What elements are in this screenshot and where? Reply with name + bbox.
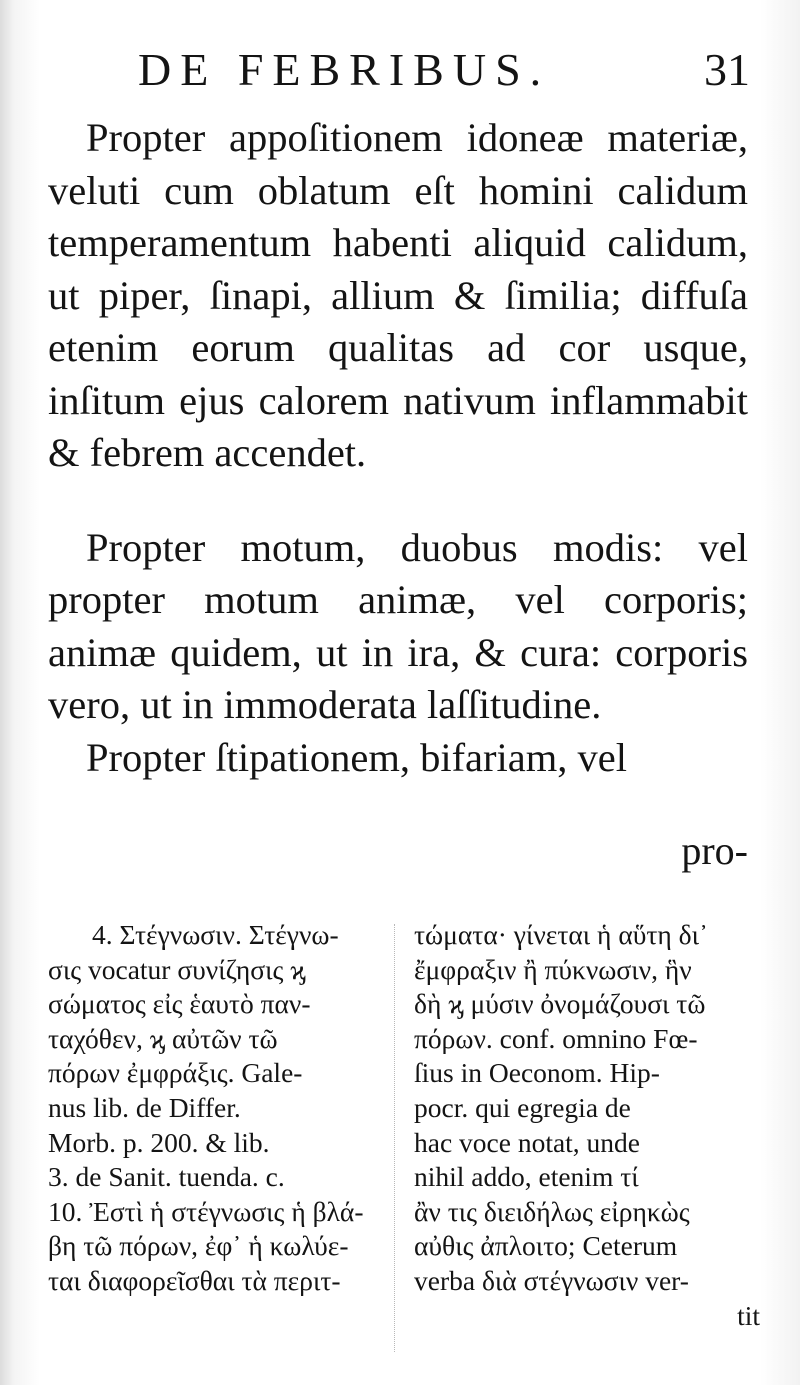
footnote-line: ἂν τις διειδήλως εἰρηκὼς <box>414 1195 690 1227</box>
running-head <box>138 42 768 102</box>
catchword: pro- <box>681 828 748 873</box>
footnote-line: τώματα· γίνεται ἡ αὕτη δι᾽ <box>414 919 709 950</box>
footnote-line: 10. Ἐστὶ ἡ στέγνωσις ἡ βλά- <box>48 1195 364 1227</box>
main-text <box>48 112 748 784</box>
footnote-line: βη τῶ πόρων, ἐφ᾽ ἡ κωλύε- <box>48 1230 349 1262</box>
footnote-line: ἔμφραξιν ἢ πύκνωσιν, ἣν <box>414 953 692 985</box>
footnote-line: hac voce notat, unde <box>414 1126 641 1158</box>
page-number: 31 <box>704 44 750 95</box>
running-title: DE FEBRIBUS. <box>138 44 551 95</box>
footnote-line: pocr. qui egregia de <box>414 1091 631 1123</box>
footnote-line: ται διαφορεῖσθαι τὰ περιτ- <box>48 1264 341 1296</box>
footnote-line: nus lib. de Differ. <box>48 1091 241 1123</box>
footnote-line: αὐθις ἀπλοιτο; Ceterum <box>414 1230 678 1262</box>
paragraph-stipatio: Propter ſtipationem, bifariam, vel <box>86 734 627 780</box>
footnote-line: verba διὰ στέγνωσιν ver- <box>414 1264 689 1296</box>
footnote-line: πόρων. conf. omnino Fœ- <box>414 1022 698 1054</box>
footnote-line: Morb. p. 200. & lib. <box>48 1126 270 1158</box>
column-divider <box>394 924 395 1352</box>
footnote-block <box>48 918 760 1358</box>
footnote-line: σις vocatur συνίζησις ϗ <box>48 953 306 985</box>
footnote-right-column <box>414 918 760 1333</box>
footnote-line: 4. Στέγνωσιν. Στέγνω- <box>92 919 339 950</box>
footnote-line: ſius in Oeconom. Hip- <box>414 1057 660 1089</box>
footnote-line: δὴ ϗ μύσιν ὀνομάζουσι τῶ <box>414 988 706 1020</box>
footnote-line: tit <box>737 1299 760 1331</box>
footnote-left-column <box>48 918 383 1299</box>
footnote-line: 3. de Sanit. tuenda. c. <box>48 1161 285 1193</box>
paragraph-motus: Propter motum, duobus modis: vel propter motum animæ, vel corporis; animæ quidem, ut in ira, & cura: corporis vero, ut in immoderata laſſitudine. <box>48 524 748 727</box>
footnote-line: πόρων ἐμφράξις. Gale- <box>48 1057 303 1089</box>
footnote-line: σώματος εἰς ἑαυτὸ παν- <box>48 988 311 1020</box>
paragraph-appositio: Propter appoſitionem idoneæ materiæ, veluti cum oblatum eſt homini calidum temperamentum habenti aliquid calidum, ut piper, ſinapi, allium & ſimilia; diffuſa etenim eorum qualitas ad cor usque, inſitum ejus calorem nativum inflammabit & febrem accendet. <box>48 115 748 475</box>
footnote-line: nihil addo, etenim τί <box>414 1161 639 1193</box>
footnote-line: ταχόθεν, ϗ αὐτῶν τῶ <box>48 1022 278 1054</box>
